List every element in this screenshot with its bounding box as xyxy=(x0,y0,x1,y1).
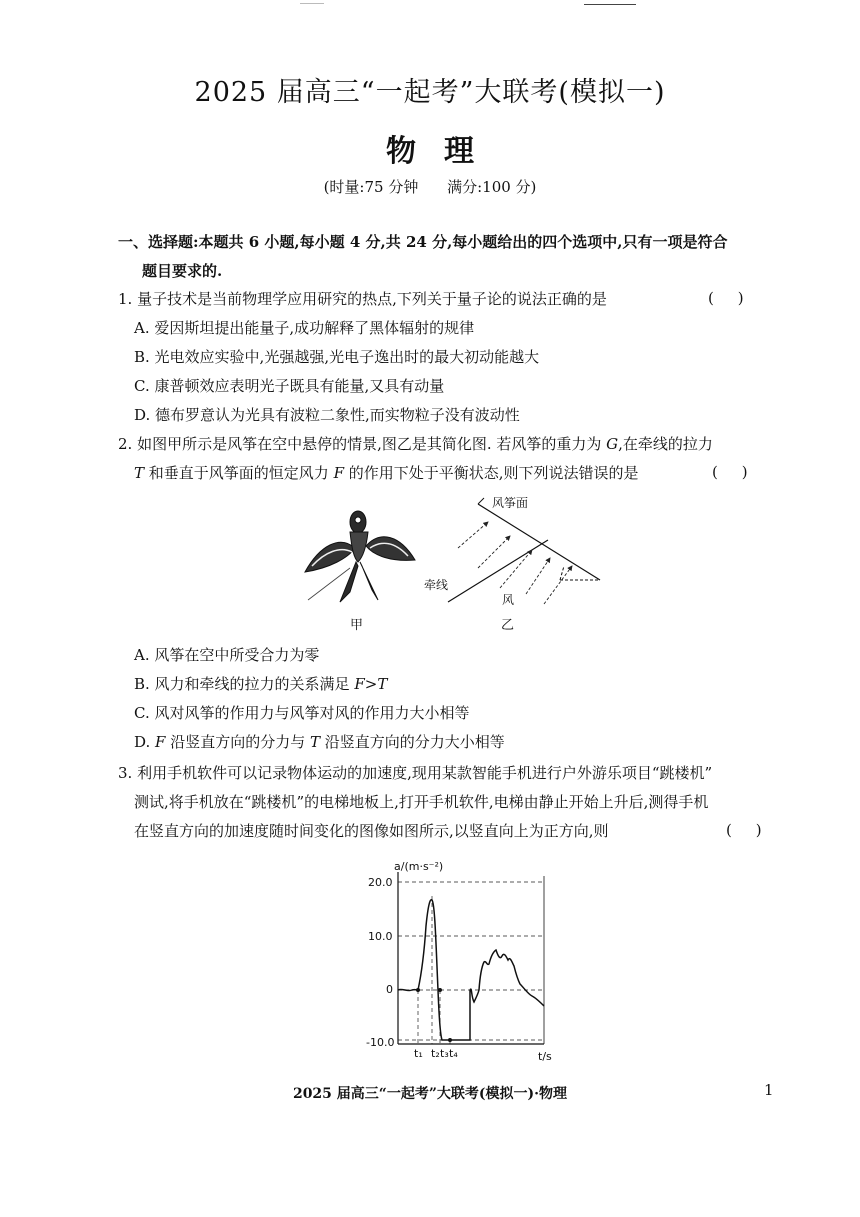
acceleration-curve xyxy=(398,900,544,1040)
label-string: 牵线 xyxy=(424,578,449,592)
x-tick-label: t₂ xyxy=(431,1047,440,1060)
q1-option-c: C. 康普顿效应表明光子既具有能量,又具有动量 xyxy=(134,377,445,395)
figure-caption-yi: 乙 xyxy=(501,618,515,633)
kite-force-diagram xyxy=(424,494,610,614)
x-tick-label: t₃ xyxy=(440,1047,449,1060)
x-tick-label: t₁ xyxy=(414,1047,423,1060)
q1-option-b: B. 光电效应实验中,光强越强,光电子逸出时的最大初动能越大 xyxy=(134,348,540,366)
exam-title: 2025 届高三“一起考”大联考(模拟一) xyxy=(194,77,666,108)
kite-photo-figure xyxy=(300,500,420,612)
y-axis-label: a/(m·s⁻²) xyxy=(394,860,444,873)
q2-option-a: A. 风筝在空中所受合力为零 xyxy=(134,646,320,664)
y-tick-label: -10.0 xyxy=(366,1036,395,1049)
q2-option-b: B. 风力和牵线的拉力的关系满足 F>T xyxy=(134,675,388,693)
question-2-stem-line2: T 和垂直于风筝面的恒定风力 F 的作用下处于平衡状态,则下列说法错误的是 xyxy=(134,464,639,482)
curve-points xyxy=(416,988,452,1042)
exam-meta xyxy=(0,176,860,197)
section-heading: 一、选择题:本题共 6 小题,每小题 4 分,共 24 分,每小题给出的四个选项中,只有一项是符合 题目要求的. xyxy=(118,233,728,280)
q1-option-a: A. 爱因斯坦提出能量子,成功解释了黑体辐射的规律 xyxy=(134,319,475,337)
figure-caption-jia: 甲 xyxy=(350,618,364,633)
x-tick-label: t₄ xyxy=(449,1047,458,1060)
page-number: 1 xyxy=(764,1081,774,1099)
exam-time: (时量:75 分钟 xyxy=(323,178,419,196)
question-3-stem-line2: 测试,将手机放在“跳楼机”的电梯地板上,打开手机软件,电梯由静止开始上升后,测得手机 xyxy=(134,793,709,811)
question-1-stem: 1. 量子技术是当前物理学应用研究的热点,下列关于量子论的说法正确的是 xyxy=(118,290,607,308)
y-tick-label: 20.0 xyxy=(368,876,393,889)
scan-mark xyxy=(584,4,636,5)
kite-surface-line xyxy=(478,504,600,580)
y-tick-label: 10.0 xyxy=(368,930,393,943)
answer-paren: ( ) xyxy=(712,463,748,481)
string-line xyxy=(448,540,548,602)
acceleration-graph xyxy=(350,856,570,1066)
q2-option-c: C. 风对风筝的作用力与风筝对风的作用力大小相等 xyxy=(134,704,470,722)
kite-icon xyxy=(305,511,415,602)
page-footer: 2025 届高三“一起考”大联考(模拟一)·物理 xyxy=(292,1086,568,1102)
gridlines xyxy=(398,882,544,1044)
exam-score: 满分:100 分) xyxy=(447,178,537,196)
question-2-stem-line1: 2. 如图甲所示是风筝在空中悬停的情景,图乙是其简化图. 若风筝的重力为 G,在牵线的拉力 xyxy=(118,435,713,453)
q1-option-d: D. 德布罗意认为光具有波粒二象性,而实物粒子没有波动性 xyxy=(134,406,520,424)
answer-paren: ( ) xyxy=(708,289,744,307)
scan-mark xyxy=(300,3,324,4)
label-wind: 风 xyxy=(502,593,515,607)
q2-option-d: D. F 沿竖直方向的分力与 T 沿竖直方向的分力大小相等 xyxy=(134,733,505,751)
question-3-stem-line1: 3. 利用手机软件可以记录物体运动的加速度,现用某款智能手机进行户外游乐项目“跳楼机” xyxy=(118,764,713,782)
label-kite-surface: 风筝面 xyxy=(492,496,529,510)
subject-title: 物理 xyxy=(386,134,502,169)
wind-arrows xyxy=(458,522,572,604)
question-3-stem-line3: 在竖直方向的加速度随时间变化的图像如图所示,以竖直向上为正方向,则 xyxy=(134,822,609,840)
answer-paren: ( ) xyxy=(726,821,762,839)
y-tick-label: 0 xyxy=(386,983,393,996)
x-axis-label: t/s xyxy=(538,1050,552,1063)
